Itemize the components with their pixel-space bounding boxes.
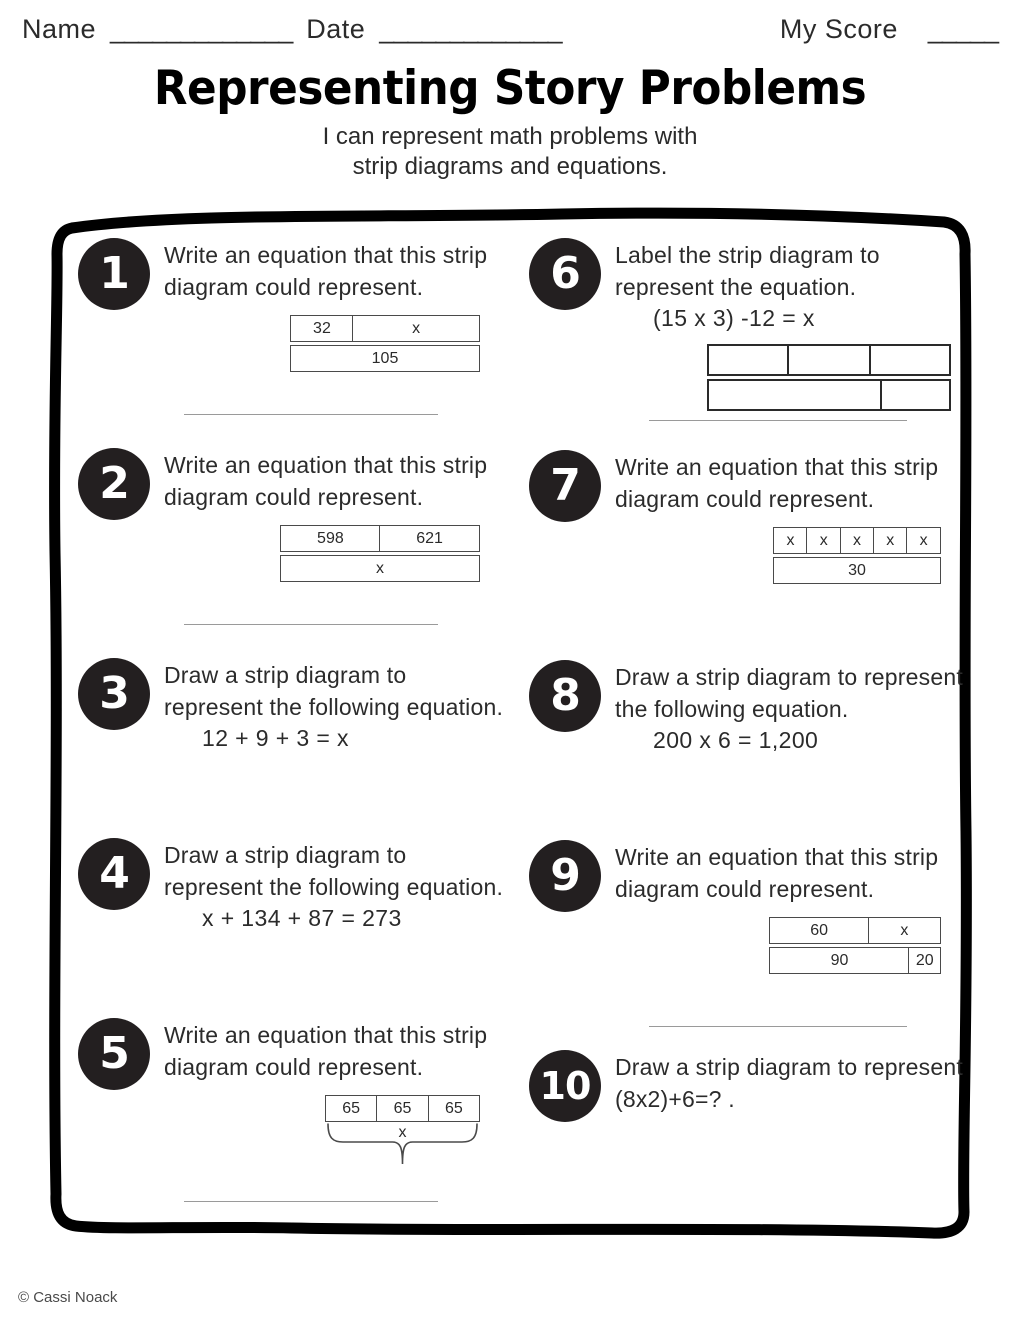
- problem-number-label: 6: [550, 248, 580, 299]
- strip-cell-label: 90: [830, 951, 849, 969]
- section-divider: [649, 420, 907, 421]
- strip-cell[interactable]: [840, 527, 875, 554]
- strip-cell-label: 621: [416, 529, 443, 547]
- section-divider: [184, 414, 438, 415]
- problem-number-label: 4: [99, 848, 129, 899]
- problem-number-label: 2: [99, 458, 129, 509]
- problem-number-label: 10: [539, 1064, 591, 1108]
- problem-1: [78, 236, 508, 372]
- problem-number-badge: [78, 1018, 150, 1090]
- brace-label: x: [398, 1124, 407, 1142]
- problem-equation: x + 134 + 87 = 273: [202, 905, 402, 932]
- brace-group: [325, 1122, 480, 1168]
- section-divider: [184, 1201, 438, 1202]
- student-info-row: [0, 0, 1020, 45]
- problem-prompt: Write an equation that this strip diagram could represent.: [615, 844, 939, 902]
- problem-number-slot: [78, 836, 164, 932]
- problem-body: [164, 446, 508, 582]
- strip-row: [769, 947, 941, 974]
- strip-cell-label: 30: [848, 561, 866, 579]
- strip-cell[interactable]: [707, 344, 789, 376]
- problem-number-slot: [78, 1016, 164, 1168]
- strip-cell-label: x: [412, 319, 421, 337]
- strip-row: [290, 345, 480, 372]
- problem-equation: (15 x 3) -12 = x: [653, 305, 815, 332]
- problem-number-badge: [78, 238, 150, 310]
- strip-row: [773, 557, 941, 584]
- strip-row: [707, 379, 951, 411]
- strip-cell[interactable]: [773, 557, 941, 584]
- strip-row: [769, 917, 941, 944]
- problem-9: [529, 838, 969, 974]
- strip-cell[interactable]: [908, 947, 941, 974]
- page-title: Representing Story Problems: [153, 61, 867, 116]
- strip-cell-label: x: [886, 531, 895, 549]
- strip-cell[interactable]: [769, 947, 910, 974]
- problem-2: [78, 446, 508, 582]
- problem-body: [164, 236, 508, 372]
- strip-row: [325, 1095, 480, 1122]
- strip-row: [280, 525, 480, 552]
- strip-diagram: [773, 527, 941, 584]
- problem-7: [529, 448, 969, 584]
- problems-container: [78, 236, 963, 1236]
- objective-line-2: strip diagrams and equations.: [352, 153, 668, 180]
- problem-body: [615, 658, 969, 754]
- strip-cell[interactable]: [773, 527, 808, 554]
- strip-cell[interactable]: [873, 527, 908, 554]
- strip-cell-label: 65: [393, 1099, 412, 1117]
- strip-cell-label: 20: [915, 951, 934, 969]
- problem-4: [78, 836, 508, 932]
- problem-number-badge: [529, 238, 601, 310]
- strip-cell[interactable]: [707, 379, 883, 411]
- problem-number-badge: [78, 838, 150, 910]
- problem-prompt: Write an equation that this strip diagram could represent.: [164, 1022, 488, 1080]
- problem-prompt: Draw a strip diagram to represent (8x2)+6=? .: [615, 1054, 963, 1112]
- strip-cell-label: x: [853, 531, 861, 549]
- strip-cell[interactable]: [787, 344, 871, 376]
- strip-cell-label: x: [786, 531, 795, 549]
- strip-cell[interactable]: [869, 344, 951, 376]
- strip-cell[interactable]: [769, 917, 869, 944]
- problem-body: [615, 448, 969, 584]
- problem-10: [529, 1048, 969, 1122]
- strip-cell[interactable]: [880, 379, 951, 411]
- problem-equation: 200 x 6 = 1,200: [653, 727, 819, 754]
- strip-cell-label: 60: [810, 921, 829, 939]
- problem-number-label: 1: [99, 248, 129, 299]
- name-blank[interactable]: _____________: [110, 14, 293, 44]
- strip-cell[interactable]: [868, 917, 941, 944]
- strip-diagram: [325, 1095, 480, 1168]
- problem-body: [164, 656, 508, 752]
- strip-cell[interactable]: [379, 525, 480, 552]
- strip-cell[interactable]: [290, 315, 354, 342]
- strip-cell[interactable]: [428, 1095, 480, 1122]
- problem-body: [615, 1048, 969, 1122]
- problem-prompt: Label the strip diagram to represent the equation.: [615, 242, 880, 300]
- strip-diagram: [707, 344, 951, 411]
- strip-cell[interactable]: [280, 555, 480, 582]
- problem-number-label: 5: [99, 1028, 129, 1079]
- strip-cell-label: 598: [317, 529, 344, 547]
- problem-body: [164, 836, 508, 932]
- problem-3: [78, 656, 508, 752]
- problem-prompt: Draw a strip diagram to represent the following equation.: [615, 664, 963, 722]
- problem-number-slot: [529, 448, 615, 584]
- problem-number-label: 9: [550, 850, 580, 901]
- strip-cell-label: 105: [371, 349, 399, 367]
- problem-number-slot: [529, 658, 615, 754]
- section-divider: [649, 1026, 907, 1027]
- problems-column-right: [529, 236, 963, 1236]
- problem-number-label: 7: [550, 460, 580, 511]
- strip-cell-label: 65: [342, 1099, 360, 1117]
- problem-number-label: 3: [99, 668, 129, 719]
- problem-number-slot: [78, 446, 164, 582]
- problem-number-slot: [529, 1048, 615, 1122]
- problem-prompt: Draw a strip diagram to represent the following equation.: [164, 842, 504, 900]
- problem-equation: 12 + 9 + 3 = x: [202, 725, 349, 752]
- problem-number-slot: [529, 236, 615, 411]
- strip-cell[interactable]: [806, 527, 841, 554]
- strip-row: [773, 527, 941, 554]
- problem-6: [529, 236, 969, 411]
- problem-number-badge: [78, 658, 150, 730]
- strip-cell[interactable]: [906, 527, 941, 554]
- date-blank[interactable]: _____________: [379, 14, 562, 44]
- strip-diagram: [280, 525, 480, 582]
- problem-number-badge: [529, 1050, 601, 1122]
- strip-cell[interactable]: [352, 315, 480, 342]
- problems-column-left: [78, 236, 507, 1236]
- learning-objective: [0, 122, 1020, 182]
- problem-number-badge: [529, 840, 601, 912]
- problem-number-slot: [78, 236, 164, 372]
- strip-diagram: [290, 315, 480, 372]
- strip-row: [280, 555, 480, 582]
- objective-line-1: I can represent math problems with: [322, 123, 698, 150]
- strip-cell-label: x: [819, 531, 828, 549]
- score-blank[interactable]: _____: [927, 14, 998, 44]
- problem-5: [78, 1016, 508, 1168]
- strip-cell[interactable]: [290, 345, 480, 372]
- problem-prompt: Write an equation that this strip diagram could represent.: [164, 452, 488, 510]
- strip-diagram: [769, 917, 941, 974]
- strip-row: [707, 344, 951, 376]
- section-divider: [184, 624, 438, 625]
- problem-body: [615, 236, 969, 411]
- strip-cell-label: x: [919, 531, 928, 549]
- problem-number-badge: [529, 660, 601, 732]
- strip-cell[interactable]: [280, 525, 381, 552]
- problem-number-badge: [529, 450, 601, 522]
- problem-body: [164, 1016, 508, 1168]
- date-label: Date: [306, 14, 366, 44]
- strip-row: [290, 315, 480, 342]
- problem-prompt: Draw a strip diagram to represent the following equation.: [164, 662, 504, 720]
- problem-8: [529, 658, 969, 754]
- problem-number-label: 8: [550, 670, 580, 721]
- copyright-footer: © Cassi Noack: [18, 1289, 118, 1306]
- problem-prompt: Write an equation that this strip diagram could represent.: [615, 454, 939, 512]
- strip-cell-label: 65: [444, 1099, 463, 1117]
- strip-cell-label: x: [900, 921, 909, 939]
- problem-number-slot: [78, 656, 164, 752]
- problem-number-badge: [78, 448, 150, 520]
- problem-body: [615, 838, 969, 974]
- name-label: Name: [22, 14, 97, 44]
- strip-cell[interactable]: [376, 1095, 430, 1122]
- score-label: My Score: [779, 14, 898, 44]
- problem-prompt: Write an equation that this strip diagram could represent.: [164, 242, 488, 300]
- strip-cell[interactable]: [325, 1095, 377, 1122]
- strip-cell-label: 32: [313, 319, 331, 337]
- problem-number-slot: [529, 838, 615, 974]
- strip-cell-label: x: [376, 559, 384, 577]
